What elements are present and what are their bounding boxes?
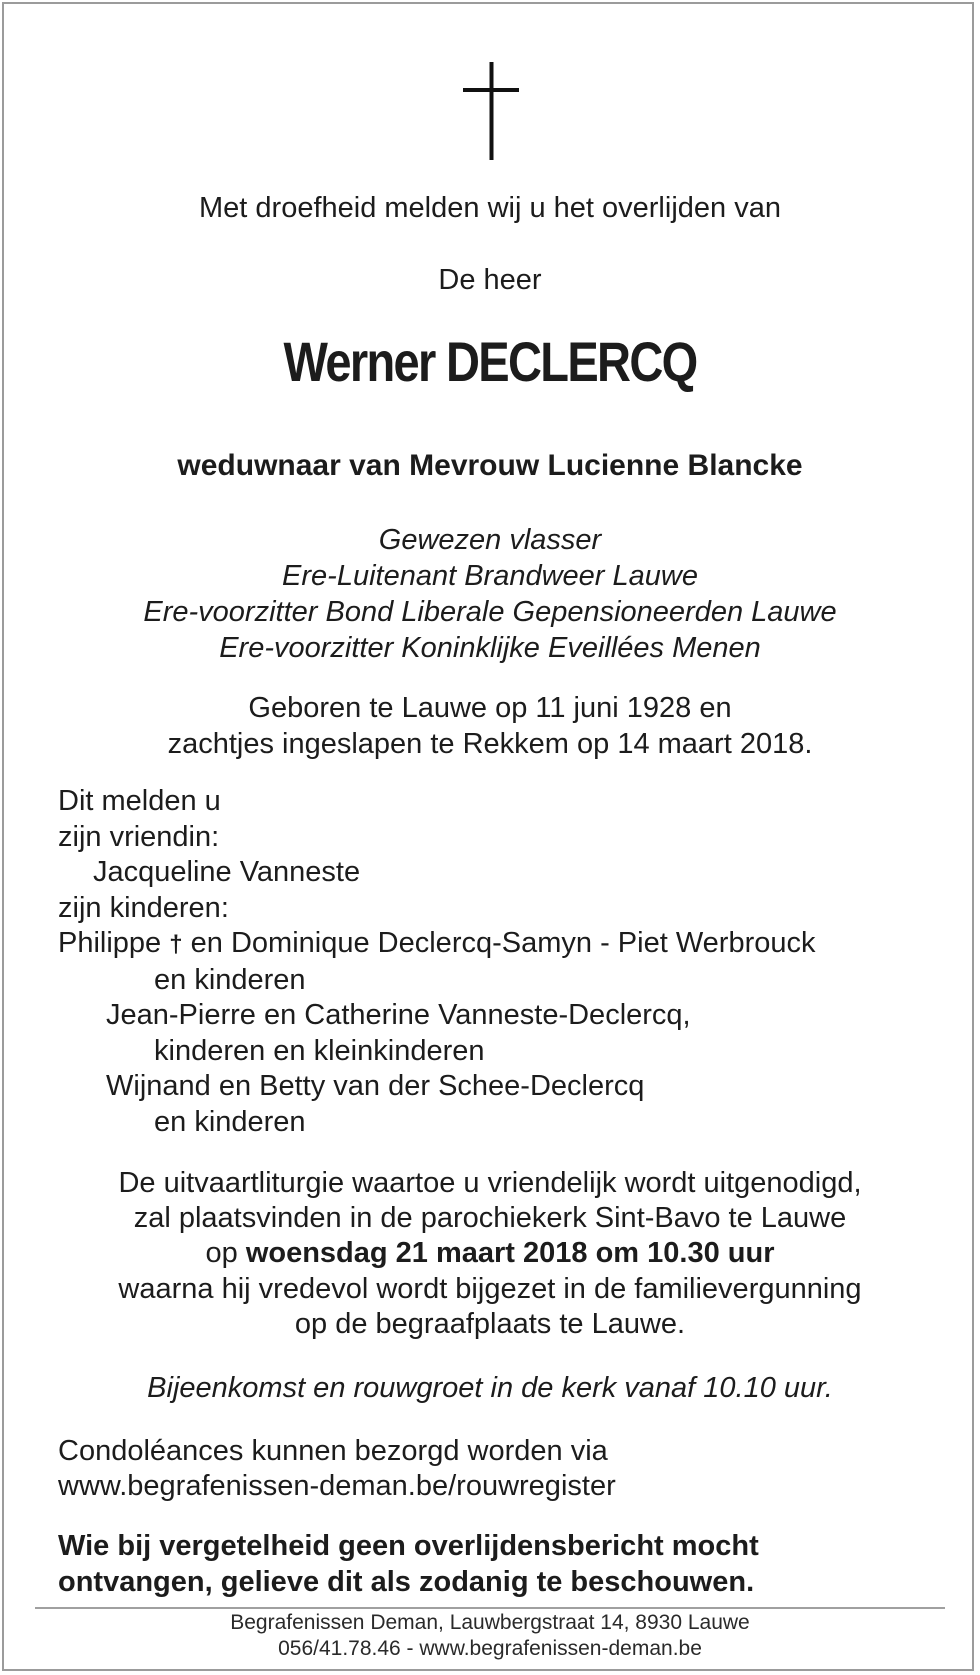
funeral-date-prefix: op	[205, 1237, 238, 1270]
child-1-sub: en kinderen	[154, 963, 306, 996]
role-item: Ere-voorzitter Koninklijke Eveillées Menen	[219, 632, 761, 664]
children-label: zijn kinderen:	[58, 891, 229, 924]
friend-name: Jacqueline Vanneste	[93, 856, 361, 888]
role-item: Ere-Luitenant Brandweer Lauwe	[282, 560, 698, 592]
role-item: Ere-voorzitter Bond Liberale Gepensioneerden Lauwe	[143, 596, 837, 628]
widower-line: weduwnaar van Mevrouw Lucienne Blancke	[177, 449, 803, 482]
funeral-line-1: De uitvaartliturgie waartoe u vriendelijk wordt uitgenodigd,	[118, 1167, 862, 1199]
child-2-sub: kinderen en kleinkinderen	[154, 1034, 485, 1067]
cross-icon	[463, 62, 519, 160]
child-1-partner: en Dominique Declercq-Samyn - Piet Werbrouck	[190, 927, 816, 959]
funeral-line-5: op de begraafplaats te Lauwe.	[294, 1307, 686, 1340]
funeral-details	[0, 1166, 980, 1342]
child-2: Jean-Pierre en Catherine Vanneste-Declercq,	[106, 999, 691, 1031]
roles-list	[0, 522, 980, 666]
child-3: Wijnand en Betty van der Schee-Declercq	[106, 1070, 645, 1102]
funeral-line-2: zal plaatsvinden in de parochiekerk Sint-Bavo te Lauwe	[133, 1202, 847, 1235]
family-list	[58, 784, 816, 1140]
child-1-name: Philippe	[58, 927, 162, 959]
family-lead: Dit melden u	[58, 785, 221, 817]
meeting-note: Bijeenkomst en rouwgroet in de kerk vanaf 10.10 uur.	[147, 1372, 833, 1404]
footer	[0, 1610, 980, 1662]
death-line: zachtjes ingeslapen te Rekkem op 14 maart 2018.	[167, 728, 813, 760]
condolences-text: Condoléances kunnen bezorgd worden via	[58, 1435, 608, 1467]
deceased-name: Werner DECLERCQ	[283, 330, 697, 393]
notice-line-1: Wie bij vergetelheid geen overlijdensbericht mocht	[58, 1530, 759, 1562]
intro-text: Met droefheid melden wij u het overlijden van	[199, 192, 781, 224]
notice	[58, 1528, 759, 1600]
condolences-link[interactable]: www.begrafenissen-deman.be/rouwregister	[58, 1470, 616, 1502]
honorific: De heer	[438, 264, 542, 296]
friend-label: zijn vriendin:	[58, 820, 220, 853]
funeral-line-3	[0, 1236, 980, 1271]
funeral-date: woensdag 21 maart 2018 om 10.30 uur	[245, 1237, 775, 1270]
footer-address: Begrafenissen Deman, Lauwbergstraat 14, 8930 Lauwe	[230, 1611, 750, 1634]
role-item: Gewezen vlasser	[378, 524, 602, 556]
funeral-line-4: waarna hij vredevol wordt bijgezet in de familievergunning	[118, 1272, 862, 1305]
life-dates	[0, 690, 980, 762]
footer-contact: 056/41.78.46 - www.begrafenissen-deman.be	[278, 1637, 702, 1660]
child-1	[58, 926, 816, 963]
footer-divider	[35, 1607, 945, 1609]
child-3-sub: en kinderen	[154, 1105, 306, 1138]
notice-line-2: ontvangen, gelieve dit als zodanig te beschouwen.	[58, 1566, 755, 1598]
birth-line: Geboren te Lauwe op 11 juni 1928 en	[248, 692, 732, 724]
deceased-cross-icon: †	[169, 931, 183, 958]
condolences	[58, 1434, 616, 1504]
